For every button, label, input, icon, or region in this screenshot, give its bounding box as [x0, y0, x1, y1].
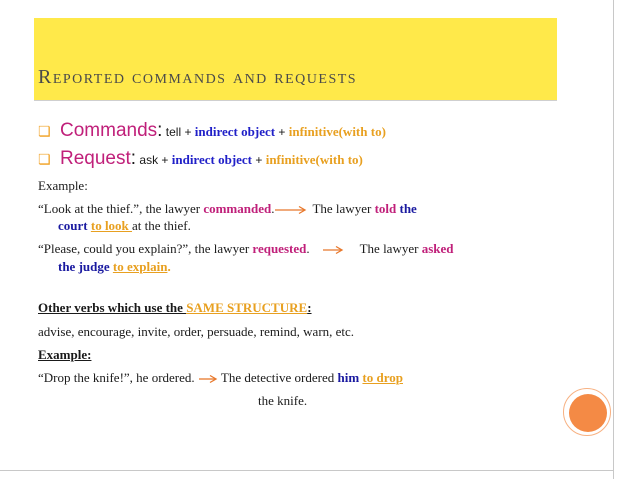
- example-label: Example:: [38, 178, 88, 193]
- arrow-icon: [322, 245, 344, 255]
- slide-title: Reported commands and requests: [38, 66, 358, 88]
- example3-line2: the knife.: [258, 393, 308, 408]
- commands-term: Commands: [60, 120, 158, 141]
- frame-bottom-line: [0, 470, 614, 471]
- example1-line2: court to look at the thief.: [58, 218, 191, 233]
- bullet-commands: ❏ Commands: tell + indirect object + infinitive(with to): [38, 120, 386, 141]
- request-term: Request: [60, 148, 131, 169]
- example2-line2: the judge to explain.: [58, 259, 171, 274]
- frame-right-line: [613, 0, 614, 479]
- bullet-request: ❏ Request: ask + indirect object + infinitive(with to): [38, 148, 363, 169]
- example1-line1: “Look at the thief.”, the lawyer commanded. The lawyer told the: [38, 201, 417, 216]
- checkbox-bullet-icon: ❏: [38, 124, 51, 140]
- example2-label: Example:: [38, 347, 92, 362]
- example3-line1: “Drop the knife!”, he ordered. The detective ordered him to drop: [38, 370, 403, 385]
- title-rule: [34, 100, 557, 101]
- other-verbs-heading: Other verbs which use the SAME STRUCTURE:: [38, 300, 312, 315]
- other-verbs-list: advise, encourage, invite, order, persuade, remind, warn, etc.: [38, 324, 355, 339]
- example2-line1: “Please, could you explain?”, the lawyer requested. The lawyer asked: [38, 241, 454, 256]
- decorative-circle: [569, 394, 607, 432]
- arrow-icon: [198, 374, 218, 384]
- arrow-icon: [274, 205, 308, 215]
- checkbox-bullet-icon: ❏: [38, 152, 51, 168]
